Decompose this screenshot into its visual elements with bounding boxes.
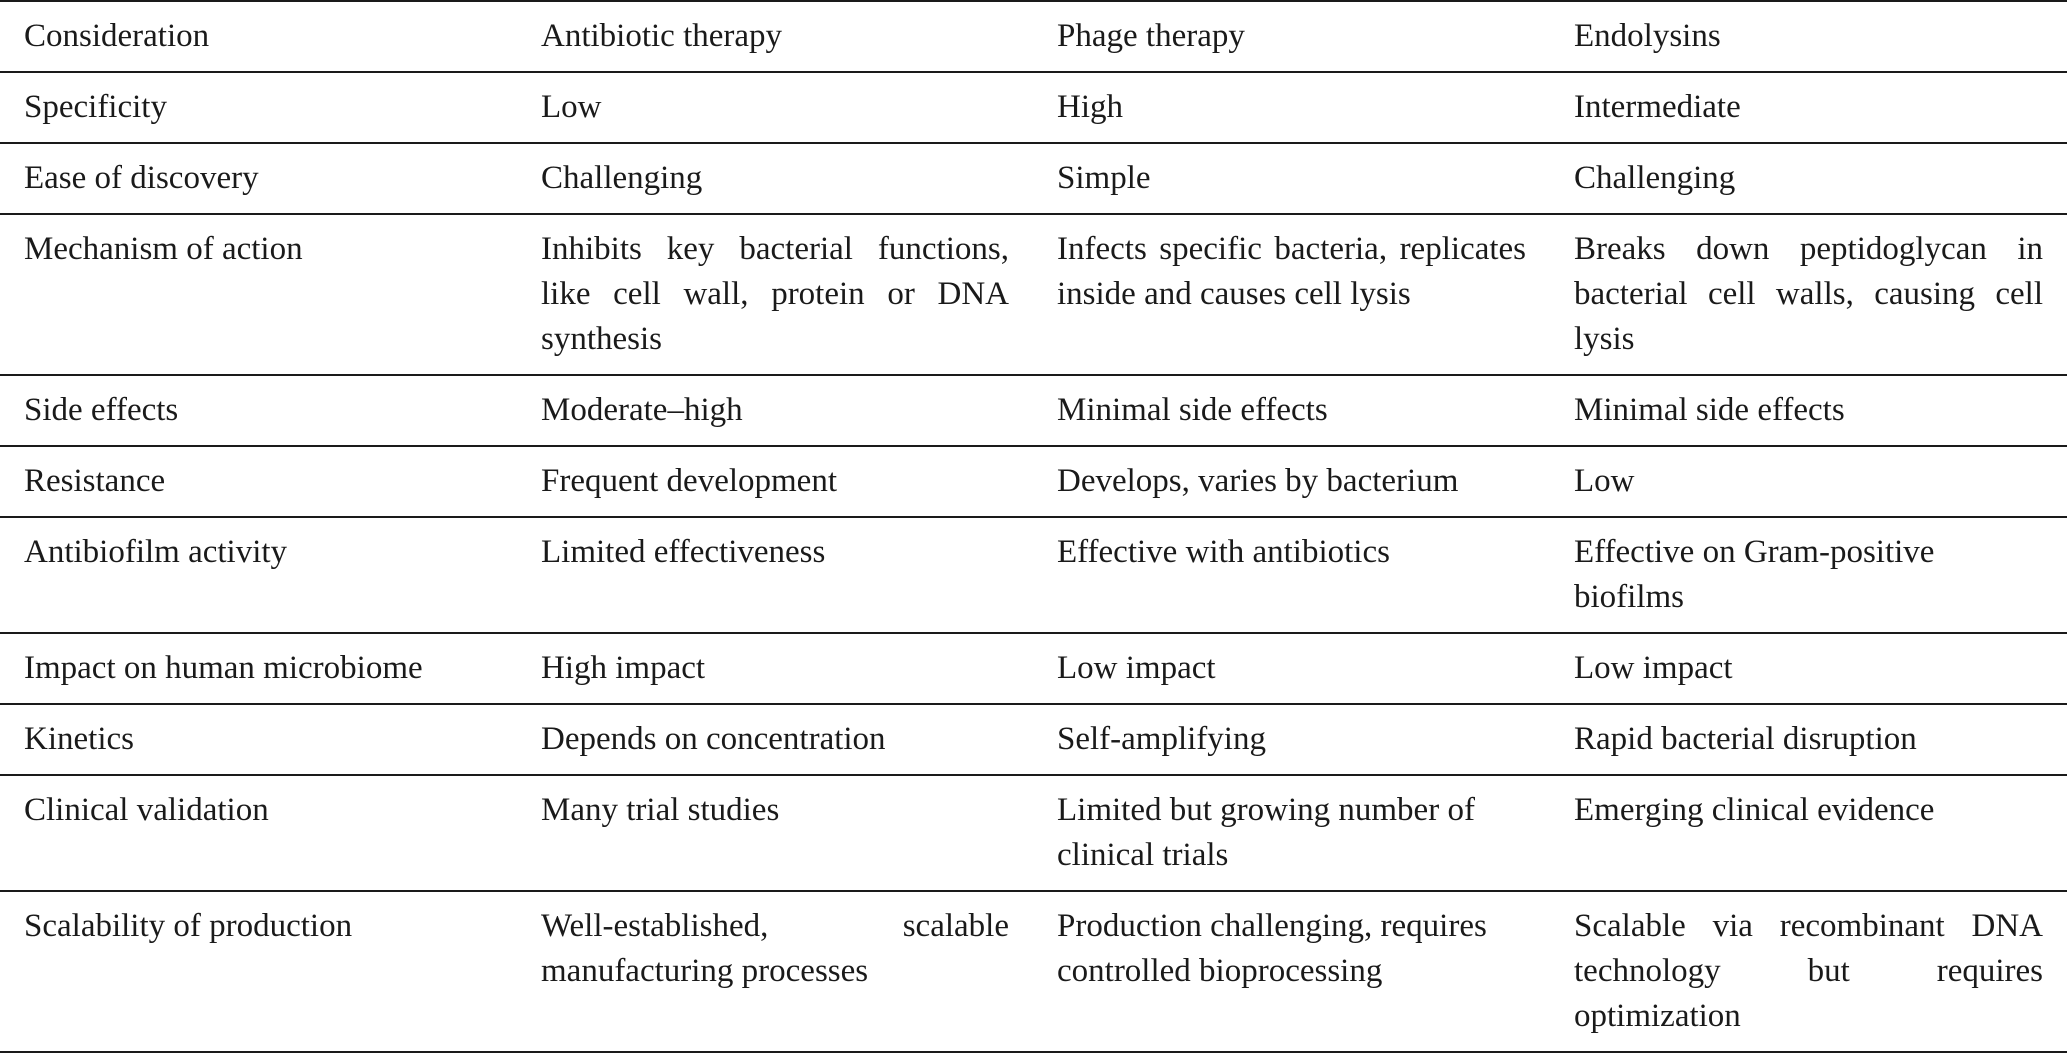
table-cell: Self-amplifying xyxy=(1057,721,1266,757)
row-label-cell: Clinical validation xyxy=(24,792,269,828)
table-cell: Infects specific bacteria, replicates inside and causes cell lysis xyxy=(1057,231,1526,312)
table-cell: Breaks down peptidoglycan in bacterial cell walls, causing cell lysis xyxy=(1574,231,2043,357)
table-row-specificity xyxy=(0,72,2067,143)
table-cell: Limited effectiveness xyxy=(541,534,826,570)
table-cell: Minimal side effects xyxy=(1057,392,1328,428)
table-cell: High impact xyxy=(541,650,706,686)
table-cell: High xyxy=(1057,89,1123,125)
header-cell-endolysins: Endolysins xyxy=(1574,18,1721,54)
table-cell: Effective with antibiotics xyxy=(1057,534,1390,570)
table-row-ease-of-discovery xyxy=(0,143,2067,214)
table-row-mechanism-of-action xyxy=(0,214,2067,375)
table-cell: Moderate–high xyxy=(541,392,743,428)
table-cell: Frequent development xyxy=(541,463,838,499)
table-row-resistance xyxy=(0,446,2067,517)
table-cell: Inhibits key bacterial functions, like cell wall, protein or DNA synthesis xyxy=(541,231,1009,357)
table-cell: Emerging clinical evidence xyxy=(1574,792,1935,828)
table-cell: Well-established, scalable manufacturing processes xyxy=(541,908,1009,989)
table-cell: Develops, varies by bacterium xyxy=(1057,463,1459,499)
row-label-cell: Side effects xyxy=(24,392,179,428)
row-label-cell: Resistance xyxy=(24,463,166,499)
table-cell: Production challenging, requires controlled bioprocessing xyxy=(1057,908,1487,989)
table-row-impact-on-human-microbiome xyxy=(0,633,2067,704)
table-row-side-effects xyxy=(0,375,2067,446)
header-cell-consideration: Consideration xyxy=(24,18,210,54)
table-cell: Low impact xyxy=(1574,650,1733,686)
table-row-kinetics xyxy=(0,704,2067,775)
header-cell-phage-therapy: Phage therapy xyxy=(1057,18,1245,54)
table-row-antibiofilm-activity xyxy=(0,517,2067,633)
table-row-scalability-of-production xyxy=(0,891,2067,1052)
table-cell: Effective on Gram-positive biofilms xyxy=(1574,534,1935,615)
row-label-cell: Ease of discovery xyxy=(24,160,259,196)
table-cell: Low impact xyxy=(1057,650,1216,686)
table-cell: Scalable via recombinant DNA technology but requires optimization xyxy=(1574,908,2043,1034)
table-header-row xyxy=(0,1,2067,72)
table-cell: Rapid bacterial disruption xyxy=(1574,721,1917,757)
table-cell: Minimal side effects xyxy=(1574,392,1845,428)
row-label-cell: Antibiofilm activity xyxy=(24,534,288,570)
table-cell: Challenging xyxy=(1574,160,1736,196)
header-cell-antibiotic-therapy: Antibiotic therapy xyxy=(541,18,783,54)
table-cell: Challenging xyxy=(541,160,703,196)
row-label-cell: Kinetics xyxy=(24,721,134,757)
table-cell: Low xyxy=(1574,463,1635,499)
row-label-cell: Scalability of production xyxy=(24,908,353,944)
row-label-cell: Impact on human microbiome xyxy=(24,650,423,686)
table-cell: Low xyxy=(541,89,602,125)
table-row-clinical-validation xyxy=(0,775,2067,891)
table-cell: Intermediate xyxy=(1574,89,1741,125)
table-cell: Depends on concentration xyxy=(541,721,886,757)
table-cell: Many trial studies xyxy=(541,792,780,828)
table-cell: Simple xyxy=(1057,160,1151,196)
row-label-cell: Mechanism of action xyxy=(24,231,303,267)
table-cell: Limited but growing number of clinical trials xyxy=(1057,792,1475,873)
row-label-cell: Specificity xyxy=(24,89,167,125)
